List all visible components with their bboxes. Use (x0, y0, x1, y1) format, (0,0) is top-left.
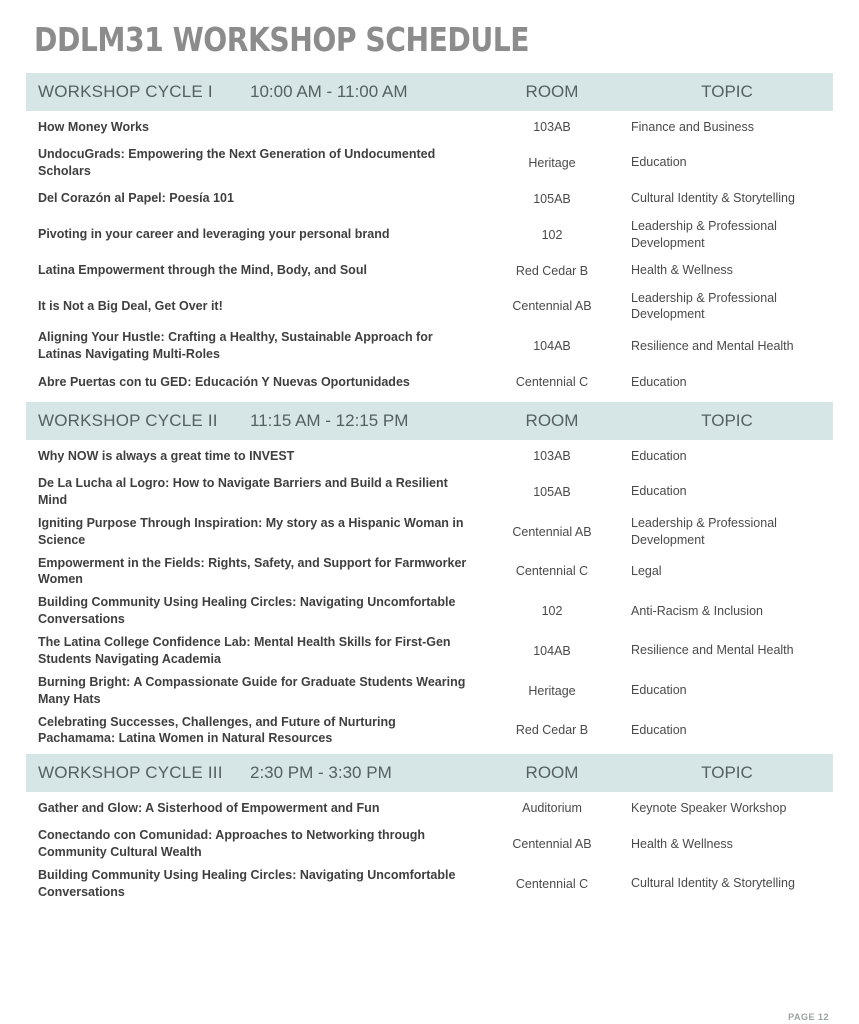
session-room: Centennial C (515, 564, 589, 579)
session-topic: Cultural Identity & Storytelling (631, 191, 795, 206)
session-title: Aligning Your Hustle: Crafting a Healthy, Sustainable Approach for Latinas Navigating Multi-Roles (38, 330, 433, 362)
session-room: 103AB (533, 449, 571, 463)
session-title: Empowerment in the Fields: Rights, Safety, and Support for Farmworker Women (38, 555, 467, 587)
session-room: Centennial AB (512, 299, 592, 314)
session-row (26, 472, 833, 512)
session-row (26, 326, 833, 366)
session-row (26, 512, 833, 552)
session-title: De La Lucha al Logro: How to Navigate Barriers and Build a Resilient Mind (38, 476, 448, 507)
session-title: Igniting Purpose Through Inspiration: My story as a Hispanic Woman in Science (38, 515, 464, 547)
session-room: Red Cedar B (515, 723, 589, 738)
session-topic: Leadership & Professional Development (631, 515, 777, 547)
session-topic: Education (631, 374, 687, 389)
column-header-room: ROOM (525, 82, 579, 101)
session-row (26, 255, 833, 287)
session-room: 102 (541, 227, 563, 242)
cycle-header (26, 402, 833, 440)
cycle-time: 10:00 AM - 11:00 AM (250, 82, 408, 101)
session-topic: Health & Wellness (631, 263, 733, 278)
session-topic: Finance and Business (631, 119, 754, 134)
session-row (26, 824, 833, 864)
session-topic: Health & Wellness (631, 836, 733, 851)
session-topic: Education (631, 722, 687, 737)
session-title: Gather and Glow: A Sisterhood of Empowerment and Fun (38, 800, 380, 815)
session-room: 105AB (533, 484, 571, 499)
session-title: It is Not a Big Deal, Get Over it! (38, 298, 223, 313)
session-topic: Education (631, 448, 687, 463)
session-topic: Resilience and Mental Health (631, 338, 794, 353)
column-header-topic: TOPIC (701, 411, 753, 430)
session-title: Conectando con Comunidad: Approaches to Networking through Community Cultural Wealth (38, 828, 426, 860)
session-room: Heritage (528, 683, 576, 698)
cycle-time: 2:30 PM - 3:30 PM (250, 763, 392, 783)
cycle-name: WORKSHOP CYCLE II (38, 411, 218, 430)
session-title: Building Community Using Healing Circles: Navigating Uncomfortable Conversations (38, 868, 456, 899)
workshop-cycle-1 (26, 73, 833, 398)
session-title: UndocuGrads: Empowering the Next Generation of Undocumented Scholars (38, 147, 436, 178)
session-room: 103AB (533, 120, 571, 134)
session-room: 104AB (533, 643, 571, 658)
session-row (26, 792, 833, 824)
session-title: Latina Empowerment through the Mind, Body, and Soul (38, 263, 367, 278)
session-topic: Keynote Speaker Workshop (631, 800, 787, 815)
session-row (26, 183, 833, 215)
session-room: Centennial C (515, 375, 589, 389)
session-room: 104AB (533, 339, 571, 354)
session-room: Auditorium (522, 801, 582, 816)
cycle-name: WORKSHOP CYCLE III (38, 763, 223, 783)
session-topic: Resilience and Mental Health (631, 643, 794, 658)
session-title: How Money Works (38, 119, 149, 134)
column-header-room: ROOM (525, 763, 579, 783)
cycle-time: 11:15 AM - 12:15 PM (250, 411, 409, 430)
column-header-topic: TOPIC (701, 763, 753, 783)
session-topic: Leadership & Professional Development (631, 290, 777, 322)
session-title: Del Corazón al Papel: Poesía 101 (38, 191, 234, 206)
page-title: DDLM31 WORKSHOP SCHEDULE (34, 20, 530, 59)
session-row (26, 552, 833, 592)
cycle-name: WORKSHOP CYCLE I (38, 82, 213, 101)
session-title: Pivoting in your career and leveraging your personal brand (38, 227, 390, 242)
workshop-cycle-2 (26, 402, 833, 750)
session-room: Red Cedar B (515, 263, 589, 278)
session-row (26, 111, 833, 143)
session-row (26, 671, 833, 711)
session-topic: Education (631, 484, 687, 499)
session-row (26, 864, 833, 904)
session-row (26, 215, 833, 255)
session-room: Heritage (528, 155, 576, 170)
page-number: PAGE 12 (788, 1012, 829, 1022)
session-row (26, 143, 833, 183)
session-title: Abre Puertas con tu GED: Educación Y Nuevas Oportunidades (38, 374, 410, 389)
session-row (26, 366, 833, 398)
session-room: 105AB (533, 191, 571, 206)
session-room: 102 (541, 604, 563, 619)
session-row (26, 591, 833, 631)
session-topic: Legal (631, 563, 662, 578)
session-topic: Education (631, 683, 687, 698)
session-room: Centennial AB (512, 524, 592, 539)
session-row (26, 631, 833, 671)
session-topic: Education (631, 155, 687, 170)
session-room: Centennial AB (512, 837, 592, 852)
column-header-topic: TOPIC (701, 82, 753, 101)
session-title: The Latina College Confidence Lab: Mental Health Skills for First-Gen Students Navigating Academia (38, 635, 451, 666)
column-header-room: ROOM (525, 411, 579, 430)
cycle-header (26, 754, 833, 792)
session-title: Celebrating Successes, Challenges, and Future of Nurturing Pachamama: Latina Women in Natural Resources (38, 714, 396, 746)
session-title: Burning Bright: A Compassionate Guide for Graduate Students Wearing Many Hats (38, 674, 466, 706)
session-room: Centennial C (515, 876, 589, 891)
session-topic: Leadership & Professional Development (631, 218, 777, 250)
session-topic: Cultural Identity & Storytelling (631, 876, 795, 891)
session-row (26, 440, 833, 472)
session-title: Building Community Using Healing Circles: Navigating Uncomfortable Conversations (38, 595, 456, 627)
session-row (26, 287, 833, 327)
cycle-header (26, 73, 833, 111)
session-row (26, 711, 833, 751)
session-title: Why NOW is always a great time to INVEST (38, 448, 295, 463)
session-topic: Anti-Racism & Inclusion (631, 603, 763, 618)
workshop-cycle-3 (26, 754, 833, 904)
